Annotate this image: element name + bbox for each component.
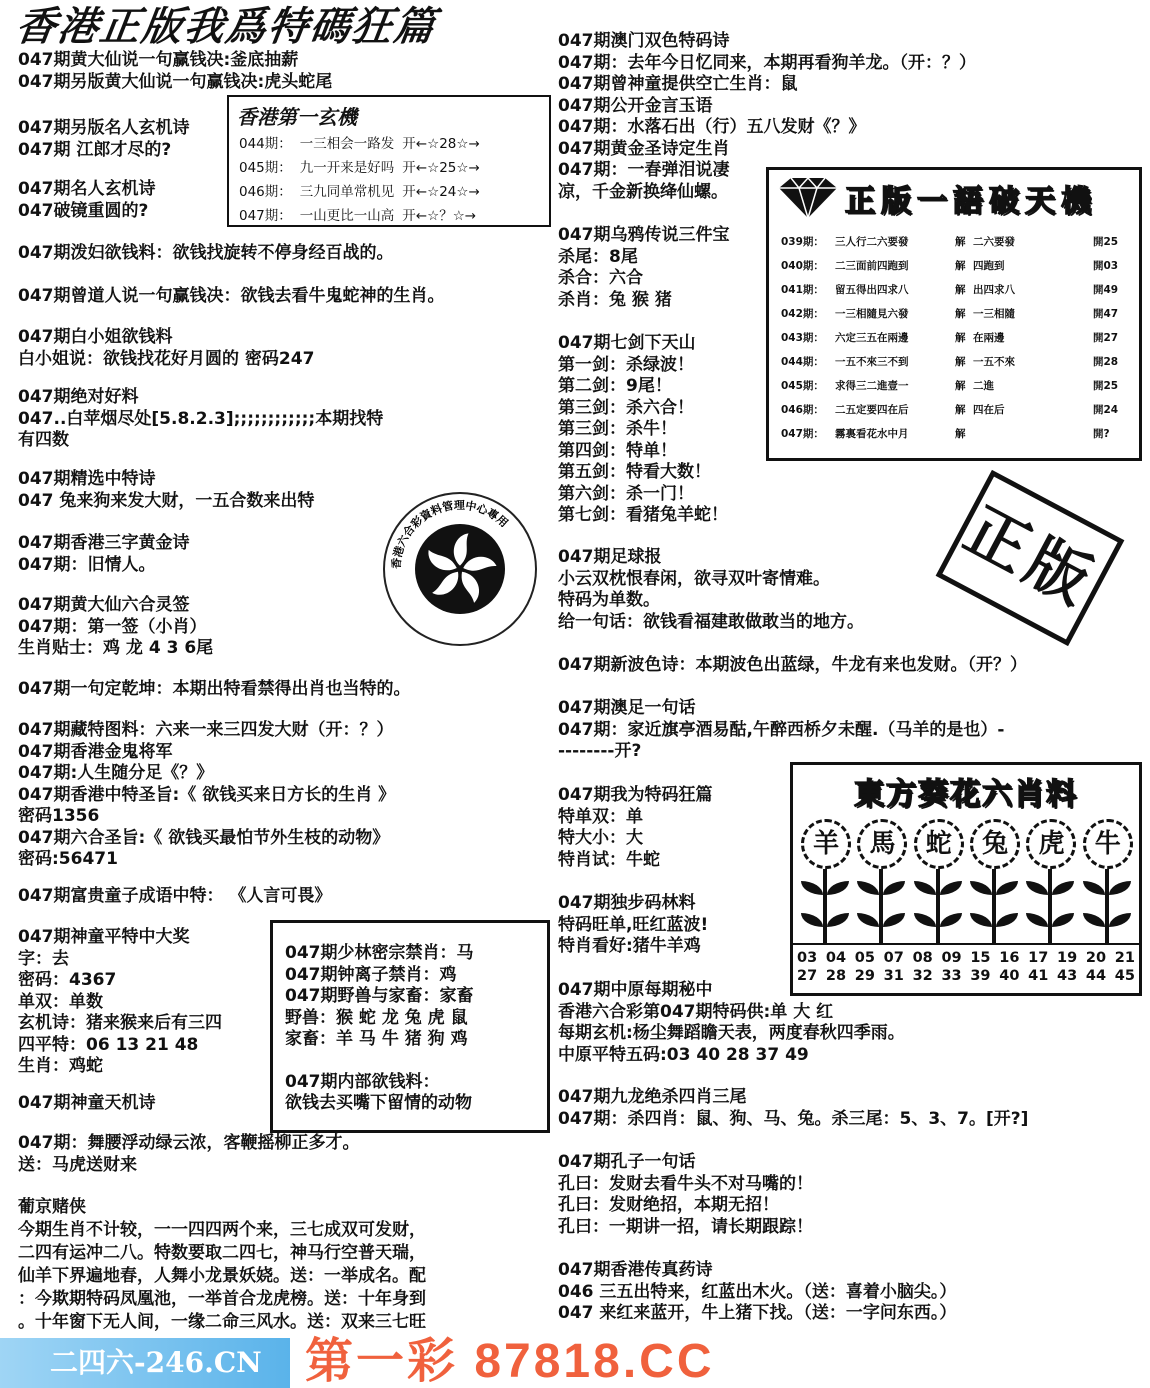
poti-period: 046期： [781,404,824,416]
number: 33 [941,968,962,984]
text-line: 047期黄大仙说一句赢钱决:釜底抽薪 [18,50,299,70]
hk-emblem [383,492,537,646]
poti-text: 一三相隨見六發 [835,308,909,320]
poti-text: 一五不來三不到 [835,356,909,368]
leaf-icon [1109,881,1131,895]
section-wuya [558,225,730,311]
number: 29 [854,968,875,984]
text-line: 今期生肖不计较，一一四四两个来，三七成双可发财， [18,1220,426,1240]
xuanji-row [239,204,549,228]
text-line: 047破镜重圆的? [18,200,149,221]
text-line: 047 来红来蓝开，牛上猪下找。（送：一字问东西。） [558,1303,957,1323]
section-lingqian [18,595,213,660]
xuanji-box [227,95,551,227]
poti-jie: 解 [955,236,966,248]
text-line: 第三剑：杀牛！ [558,419,677,439]
text-line: 第六剑：杀一门！ [558,483,694,504]
text-line: 单双：单数 [18,991,103,1012]
text-line: 047期香港传真药诗 [558,1260,713,1280]
stem-icon [992,869,996,943]
poti-open: 開25 [1093,236,1119,248]
poti-open: 開47 [1093,308,1119,320]
poti-row [769,302,1139,326]
xuanji-title: 香港第一玄機 [237,105,357,129]
text-line: 047期足球报 [558,547,662,567]
text-line: 047期：去年今日忆同来，本期再看狗羊龙。（开：？） [558,52,976,73]
number: 21 [1114,950,1135,966]
poti-open: 開24 [1093,404,1119,416]
poti-text: 求得三二進壹一 [835,380,909,392]
leaf-icon [970,881,992,895]
text-line: 四平特：06 13 21 48 [18,1034,199,1055]
leaf-icon [1083,881,1105,895]
section-mingren [18,179,156,222]
zhengban-stamp: 正版 [936,470,1125,646]
text-line: 香港六合彩第047期特码供:单 大 红 [558,1001,834,1022]
text-line: 杀肖：兔 猴 猪 [558,289,672,310]
numbers-row-2 [797,967,1135,985]
poti-answer: 二進 [973,380,994,392]
number: 41 [1028,968,1049,984]
text-line: 047期：家近旗亭酒易酤,午醉西桥夕未醒.（马羊的是也）- [558,719,1005,740]
text-line: 。十年窗下无人间，一缘二命三风水。送：双来三七旺 [18,1312,426,1332]
text-line: 047期七剑下天山 [558,333,696,353]
text-line: 047期 江郎才尽的? [18,139,172,160]
text-line: 孔曰：发财绝招，本期无招！ [558,1195,779,1215]
text-line: 第一剑：杀绿波！ [558,354,694,375]
svg-text:香港六合彩資料管理中心專用: 香港六合彩資料管理中心專用 [389,498,511,570]
number: 20 [1085,950,1107,966]
leaf-icon [857,913,879,927]
text-line: 047 兔来狗来发大财，一五合数来出特 [18,490,315,511]
section-huangdaxian [18,50,332,93]
xuanji-period: 044期： [239,136,292,152]
text-line: 047期新波色诗：本期波色出蓝绿，牛龙有来也发财。（开？） [558,655,1027,675]
xuanji-text: 三九同单常机见 [299,184,395,200]
text-line: 047期藏特图料：六来一来三四发大财（开：？） [18,720,394,740]
text-line: 047期九龙绝杀四肖三尾 [558,1087,747,1107]
poti-row [769,230,1139,254]
section-qijian [558,333,728,527]
poti-row [769,422,1139,446]
text-line: 第三剑：杀六合！ [558,397,694,418]
text-line: 047期内部欲钱料： [285,1071,440,1092]
text-line: 047期泼妇欲钱料：欲钱找旋转不停身经百战的。 [18,243,394,263]
text-line: 特大小：大 [558,828,643,848]
text-line: 第五剑：特看大数！ [558,462,711,482]
poti-open: 開? [1093,428,1110,440]
text-line: 047期澳门双色特码诗 [558,31,730,51]
poti-answer: 出四求八 [973,284,1015,296]
text-line: 特码为单数。 [558,590,660,610]
emblem-ring-text [389,498,531,640]
text-line: 仙羊下界遍地春，人舞小龙景妖娆。送：一举成名。配 [18,1266,426,1286]
leaf-icon [1083,913,1105,927]
section-qiankun [18,679,411,701]
text-line: 047期黄金圣诗定生肖 [558,138,730,159]
poti-text: 霧裏看花水中月 [835,428,909,440]
stem-icon [1105,869,1109,943]
poti-jie: 解 [955,380,966,392]
section-fugui [18,886,331,908]
text-line: 特肖看好:猪牛羊鸡 [558,936,701,956]
section-shentong [18,927,222,1078]
poti-period: 042期： [781,308,824,320]
text-line: ：今欺期特码凤凰池，一举首合龙虎榜。送：十年身到 [18,1289,426,1309]
section-jingxuan [18,469,314,512]
poti-answer: 四在后 [973,404,1005,416]
xuanji-row [239,180,549,204]
section-zuqiu [558,547,864,633]
text-line: 047期澳足一句话 [558,698,696,718]
text-line: 047期香港中特圣旨:《 欲钱买来日方长的生肖 》 [18,784,396,805]
text-line: 047期神童平特中大奖 [18,927,190,947]
xuanji-period: 045期： [239,160,292,176]
stem-icon [936,869,940,943]
text-line: 047期中原每期秘中 [558,980,713,1000]
sunflower-box [790,762,1142,996]
leaf-icon [827,913,849,927]
watermark: 第一彩 87818.CC [305,1335,715,1388]
text-line: 047期:人生随分足《？》 [18,763,214,783]
xuanji-text: 一山更比一山高 [299,208,395,224]
poti-open: 開28 [1093,356,1119,368]
text-line: 047期香港金鬼将军 [18,741,173,762]
number: 39 [970,968,991,984]
text-line: 047期：舞腰浮动绿云浓，客鞭摇柳正多才。 [18,1133,360,1153]
stem-icon [879,869,883,943]
text-line: 047期独步码林料 [558,893,696,913]
number: 03 [797,950,818,966]
leaf-icon [801,913,823,927]
poti-period: 043期： [781,332,824,344]
section-jiulong [558,1087,1028,1130]
number: 07 [883,950,904,966]
leaf-icon [914,881,936,895]
poti-answer: 四跑到 [973,260,1005,272]
spacer [285,1051,474,1072]
text-line: 047期我为特码狂篇 [558,785,713,805]
text-line: 孔曰：发财去看牛头不对马嘴的！ [558,1173,813,1194]
xuanji-period: 046期： [239,184,292,200]
poti-open: 開25 [1093,380,1119,392]
text-line: 047期富贵童子成语中特： 《人言可畏》 [18,886,332,906]
number: 05 [854,950,875,966]
text-line: 047期：一春弹泪说凄 [558,160,730,180]
xuanji-text: 九一开来是好吗 [299,160,395,176]
number: 31 [883,968,904,984]
poti-jie: 解 [955,428,966,440]
poti-row [769,398,1139,422]
sunflower [855,813,907,943]
poti-answer: 一三相隨 [973,308,1015,320]
text-line: 玄机诗：猪来猴来后有三四 [18,1013,222,1033]
xuanji-row [239,132,549,156]
number: 28 [825,968,847,984]
poti-period: 044期： [781,356,824,368]
number: 27 [797,968,818,984]
text-line: 047期黄大仙六合灵签 [18,595,190,615]
poti-row [769,254,1139,278]
poti-open: 開49 [1093,284,1119,296]
section-woweitema [558,785,713,871]
poti-text: 二三面前四跑到 [835,260,909,272]
sunflower-title: 東方葵花六肖料 [854,777,1078,812]
text-line: 047期：杀四肖：鼠、狗、马、兔。杀三尾：5、3、7。[开?] [558,1108,1029,1129]
section-xinbose [558,655,1027,677]
number: 43 [1057,968,1078,984]
text-line: 中原平特五码:03 40 28 37 49 [558,1044,809,1065]
xuanji-period: 047期： [239,208,292,224]
text-line: 047期：旧情人。 [18,554,156,575]
section-sanzi [18,533,190,576]
text-line: 密码1356 [18,806,100,826]
text-line: 047期：第一签（小肖） [18,616,207,637]
section-dubu [558,893,708,958]
diamond-icon [777,176,839,220]
stem-icon [1048,869,1052,943]
poti-answer: 二六要發 [973,236,1015,248]
text-line: 白小姐说：欲钱找花好月圆的 密码247 [18,348,315,369]
stem-icon [823,869,827,943]
sunflower [968,813,1020,943]
leaf-icon [1026,881,1048,895]
leaf-icon [996,913,1018,927]
sunflower [1081,813,1133,943]
text-line: 欲钱去买嘴下留情的动物 [285,1093,472,1113]
zodiac-1: 馬 [857,819,907,869]
text-line: 送：马虎送财来 [18,1154,137,1175]
text-line: 047期钟离子禁肖：鸡 [285,964,457,985]
section-baixiaojie [18,327,314,370]
sunflower [1024,813,1076,943]
xuanji-result: 开←☆28☆→ [402,136,480,152]
leaf-icon [996,881,1018,895]
text-line: 047期白小姐欲钱料 [18,327,173,347]
text-line: 家畜：羊 马 牛 猪 狗 鸡 [285,1029,468,1049]
number: 19 [1057,950,1078,966]
text-line: 特肖试：牛蛇 [558,849,660,870]
leaf-icon [1026,913,1048,927]
section-kongzi [558,1152,813,1238]
leaf-icon [883,881,905,895]
text-line: --------开? [558,741,642,761]
section-pofu [18,243,394,265]
number: 04 [825,950,847,966]
text-line: 每期玄机:杨尘舞蹈瞻天表，两度春秋四季雨。 [558,1023,905,1043]
poti-jie: 解 [955,332,966,344]
text-line: 特码旺单,旺红蓝波! [558,914,709,935]
text-line: 葡京赌侠 [18,1197,86,1217]
poti-answer: 一五不來 [973,356,1015,368]
text-line: 二四有运冲二八。特数要取二四七，神马行空普天瑞， [18,1243,426,1263]
text-line: 小云双枕恨春闲，欲寻双叶寄情难。 [558,568,830,589]
leaf-icon [940,881,962,895]
text-line: 生肖贴士：鸡 龙 4 3 6尾 [18,638,214,658]
text-line: 第四剑：特单！ [558,440,677,461]
poti-period: 039期： [781,236,824,248]
text-line: 杀合：六合 [558,268,643,288]
poti-period: 040期： [781,260,824,272]
poti-jie: 解 [955,356,966,368]
leaf-icon [970,913,992,927]
poti-text: 三人行二六要發 [835,236,909,248]
poti-jie: 解 [955,284,966,296]
xuanji-result: 开←☆25☆→ [402,160,480,176]
text-line: 字：去 [18,948,69,969]
xuanji-row [239,156,549,180]
leaf-icon [827,881,849,895]
numbers-row-1 [797,949,1135,967]
text-line: 046 三五出特来，红蓝出木火。（送：喜着小脑尖。） [558,1281,957,1302]
text-line: 047期精选中特诗 [18,469,156,489]
text-line: 047期绝对好料 [18,387,139,407]
page-title: 香港正版我爲特碼狂篇 [12,4,440,50]
text-line: 密码:56471 [18,849,118,869]
number: 15 [970,950,991,966]
poti-jie: 解 [955,308,966,320]
text-line: 孔曰：一期讲一招，请长期跟踪！ [558,1216,813,1237]
leaf-icon [940,913,962,927]
poti-open: 開03 [1093,260,1119,272]
poti-jie: 解 [955,404,966,416]
poti-answer [973,422,1093,446]
section-chuanzhen [558,1260,956,1325]
site-badge: 二四六-246.CN [0,1338,290,1388]
poti-box [766,167,1142,461]
text-line: 047期孔子一句话 [558,1152,696,1172]
text-line: 047期另版黄大仙说一句赢钱决:虎头蛇尾 [18,71,333,92]
zodiac-2: 蛇 [914,819,964,869]
leaf-icon [1052,881,1074,895]
text-line: 047期乌鸦传说三件宝 [558,225,730,245]
zodiac-5: 牛 [1083,819,1133,869]
text-line: 047期少林密宗禁肖：马 [285,943,474,963]
text-line: 047期六合圣旨:《 欲钱买最怕节外生枝的动物》 [18,827,390,848]
poti-period: 045期： [781,380,824,392]
text-line: 047期香港三字黄金诗 [18,533,190,553]
xuanji-result: 开←☆？☆→ [402,208,477,224]
poti-row [769,350,1139,374]
leaf-icon [914,913,936,927]
section-aozu [558,698,1004,763]
section-zengdaoren [18,286,445,308]
poti-jie: 解 [955,260,966,272]
text-line: 047期：水落石出（行）五八发财《？》 [558,117,866,137]
text-line: 047期名人玄机诗 [18,179,156,199]
poti-row [769,326,1139,350]
section-tianji [18,1093,156,1115]
section-pujing [18,1196,426,1334]
poti-period: 047期： [781,428,824,440]
text-line: 第二剑：9尾！ [558,376,672,396]
number: 17 [1028,950,1049,966]
number: 16 [999,950,1020,966]
text-line: 047期曾道人说一句赢钱决：欲钱去看牛鬼蛇神的生肖。 [18,286,445,306]
section-haoliao [18,387,383,452]
poti-open: 開27 [1093,332,1119,344]
poti-row [769,374,1139,398]
poti-title: 正版一語破天機 [845,184,1097,219]
text-line: 密码：4367 [18,970,117,990]
text-line: 生肖：鸡蛇 [18,1056,103,1076]
text-line: 凉，千金新换绛仙螺。 [558,181,728,202]
poti-row [769,278,1139,302]
leaf-icon [883,913,905,927]
number: 09 [941,950,962,966]
forbidden-zodiac-box [270,920,550,1133]
leaf-icon [1109,913,1131,927]
leaf-icon [801,881,823,895]
text-line: 047期神童天机诗 [18,1093,156,1113]
text-line: 野兽：猴 蛇 龙 兔 虎 鼠 [285,1007,468,1028]
text-line: 047期公开金言玉语 [558,95,713,116]
text-line: 047期野兽与家畜：家畜 [285,986,474,1006]
number: 32 [912,968,933,984]
zodiac-0: 羊 [801,819,851,869]
xuanji-text: 一三相会一路发 [299,136,395,152]
number: 45 [1114,968,1135,984]
poti-text: 留五得出四求八 [835,284,909,296]
sunflower [799,813,851,943]
number: 40 [999,968,1020,984]
xuanji-result: 开←☆24☆→ [402,184,480,200]
poti-period: 041期： [781,284,824,296]
number: 08 [912,950,933,966]
text-line: 047期一句定乾坤：本期出特看禁得出肖也当特的。 [18,679,411,699]
section-cangte [18,720,395,871]
text-line: 杀尾：8尾 [558,246,638,267]
number: 44 [1085,968,1107,984]
leaf-icon [857,881,879,895]
poti-answer: 在兩邊 [973,332,1005,344]
section-wuyao [18,1133,360,1176]
text-line: 047期另版名人玄机诗 [18,118,190,138]
sunflower [912,813,964,943]
text-line: 特单双：单 [558,806,643,827]
text-line: 有四数 [18,430,69,450]
text-line: 第七剑：看猪兔羊蛇！ [558,505,728,525]
zodiac-4: 虎 [1026,819,1076,869]
text-line: 047..白苹烟尽处[5.8.2.3];;;;;;;;;;;;本期找特 [18,408,384,429]
poti-text: 二五定要四在后 [835,404,909,416]
zodiac-3: 兔 [970,819,1020,869]
text-line: 047期曾神童提供空亡生肖：鼠 [558,74,798,94]
leaf-icon [1052,913,1074,927]
section-lingban-mingren [18,118,190,161]
text-line: 给一句话：欲钱看福建敢做敢当的地方。 [558,611,864,632]
poti-text: 六定三五在兩邊 [835,332,909,344]
